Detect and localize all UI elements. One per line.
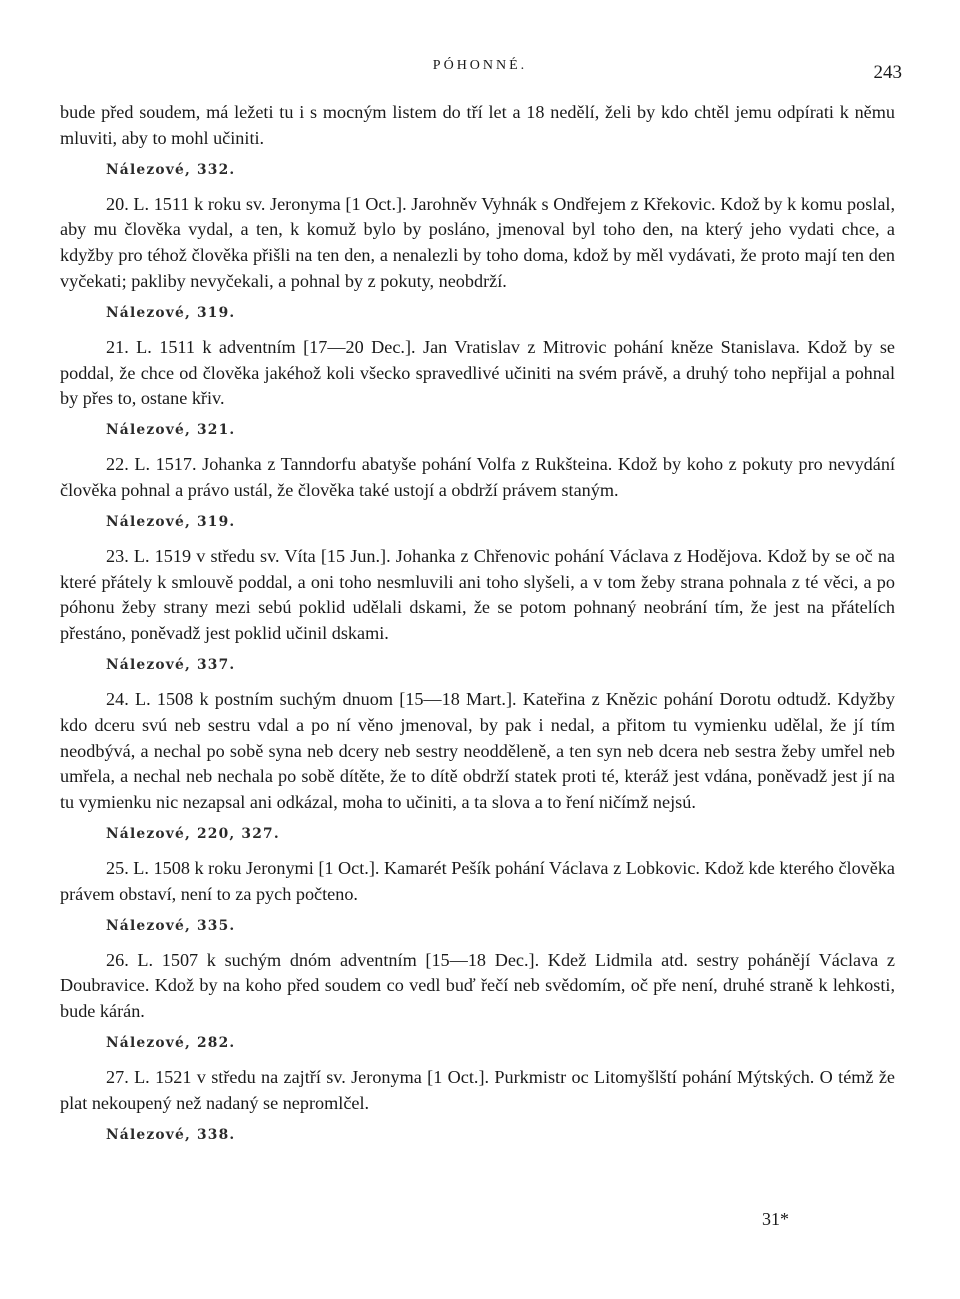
entry-20 bbox=[60, 192, 895, 322]
entry-citation: Nálezové, 338. bbox=[106, 1126, 236, 1143]
entry-citation: Nálezové, 321. bbox=[106, 422, 236, 439]
entry-22 bbox=[60, 452, 895, 531]
entry-26 bbox=[60, 948, 895, 1052]
entry-paragraph: 20. L. 1511 k roku sv. Jeronyma [1 Oct.]. Jarohněv Vyhnák s Ondřejem z Křekovic. Kdož by k komu poslal, aby mu člověka vydal, a ten, k komuž bylo by posláno, jmenoval byl toho den, na který jeho vydati chce, a kdyžby pro téhož člověka přišli na ten den, a nenalezli by toho doma, kdož by měl vydávati, že proto mají ten den vyčekati; pakliby nevyčekali, a pohnal by z pokuty, neobdrží. bbox=[60, 193, 895, 291]
entry-citation: Nálezové, 282. bbox=[106, 1034, 236, 1051]
entry-paragraph: 23. L. 1519 v středu sv. Víta [15 Jun.]. Johanka z Chřenovic pohání Václava z Hodějova. Kdož by se oč na které přátely k smlouvě poddal, a oni toho nesmluvili ani toho slyšeli, a v tom žeby strana pohnala z té věci, a po póhonu žeby strany mezi sebú poklid udělali dskami, že se potom pohnaný neobrání tím, že jest na přátelích přestáno, poněvadž jest poklid učinil dskami. bbox=[60, 545, 895, 644]
entry-27 bbox=[60, 1065, 895, 1144]
entry-paragraph: 24. L. 1508 k postním suchým dnuom [15—18 Mart.]. Kateřina z Knězic pohání Dorotu odtudž. Kdyžby kdo dceru svú neb sestru vdal a po ní věno jmenoval, by pak i nedal, a přitom tu vymienku udělal, že jí tím neodbývá, a nechal po sobě syna neb dcery neb sestry neodděleně, a ten syn neb dcera neb sestra žeby umřel neb umřela, a nechal neb nechala po sobě dítěte, že to dítě obdrží statek proti té, kteráž jest vdána, poněvadž jest jí na tu vymienku nic nezapsal ani odkázal, moha to učiniti, a ta slova a to ření ničímž nejsú. bbox=[60, 688, 895, 813]
entry-25 bbox=[60, 856, 895, 935]
signature-mark: 31* bbox=[762, 1209, 789, 1229]
running-title: PÓHONNÉ. bbox=[432, 58, 528, 73]
entry-paragraph: 27. L. 1521 v středu na zajtří sv. Jeronyma [1 Oct.]. Purkmistr oc Litomyšlští pohání Mýtských. O témž že plat nekoupený než nadaný se nepromlčel. bbox=[60, 1066, 895, 1113]
intro-block bbox=[60, 100, 895, 179]
entry-citation: Nálezové, 337. bbox=[106, 656, 236, 673]
intro-citation: Nálezové, 332. bbox=[106, 161, 236, 178]
entry-citation: Nálezové, 319. bbox=[106, 304, 236, 321]
entry-paragraph: 22. L. 1517. Johanka z Tanndorfu abatyše pohání Volfa z Rukšteina. Kdož by koho z pokuty pro nevydání člověka pohnal a právo ustál, že člověka také ustojí a obdrží právem staným. bbox=[60, 454, 895, 500]
entry-citation: Nálezové, 319. bbox=[106, 513, 236, 530]
entry-paragraph: 26. L. 1507 k suchým dnóm adventním [15—18 Dec.]. Kdež Lidmila atd. sestry pohánějí Václava z Doubravice. Kdož by na koho před soudem co vedl buď řečí neb svědomím, oč pře není, druhé straně k lehkosti, bude kárán. bbox=[60, 949, 895, 1022]
intro-paragraph: bude před soudem, má ležeti tu i s mocným listem do tří let a 18 nedělí, želi by kdo chtěl jemu odpírati k němu mluviti, aby to mohl učiniti. bbox=[60, 102, 895, 148]
entry-paragraph: 21. L. 1511 k adventním [17—20 Dec.]. Jan Vratislav z Mitrovic pohání kněze Stanislava. Kdož by se poddal, že chce od člověka jakéhož koli všecko spravedlivé učiniti na svém právě, a druhý toho nepřijal a pohnal by přes to, ostane křiv. bbox=[60, 336, 895, 409]
entry-21 bbox=[60, 335, 895, 439]
entry-23 bbox=[60, 544, 895, 674]
entry-24 bbox=[60, 687, 895, 843]
body-text bbox=[60, 100, 895, 1157]
entry-citation: Nálezové, 335. bbox=[106, 917, 236, 934]
page-number: 243 bbox=[873, 62, 902, 83]
entry-citation: Nálezové, 220, 327. bbox=[106, 825, 280, 842]
entry-paragraph: 25. L. 1508 k roku Jeronymi [1 Oct.]. Kamarét Pešík pohání Václava z Lobkovic. Kdož kde kterého člověka právem obstaví, není to za pych počteno. bbox=[60, 857, 895, 904]
